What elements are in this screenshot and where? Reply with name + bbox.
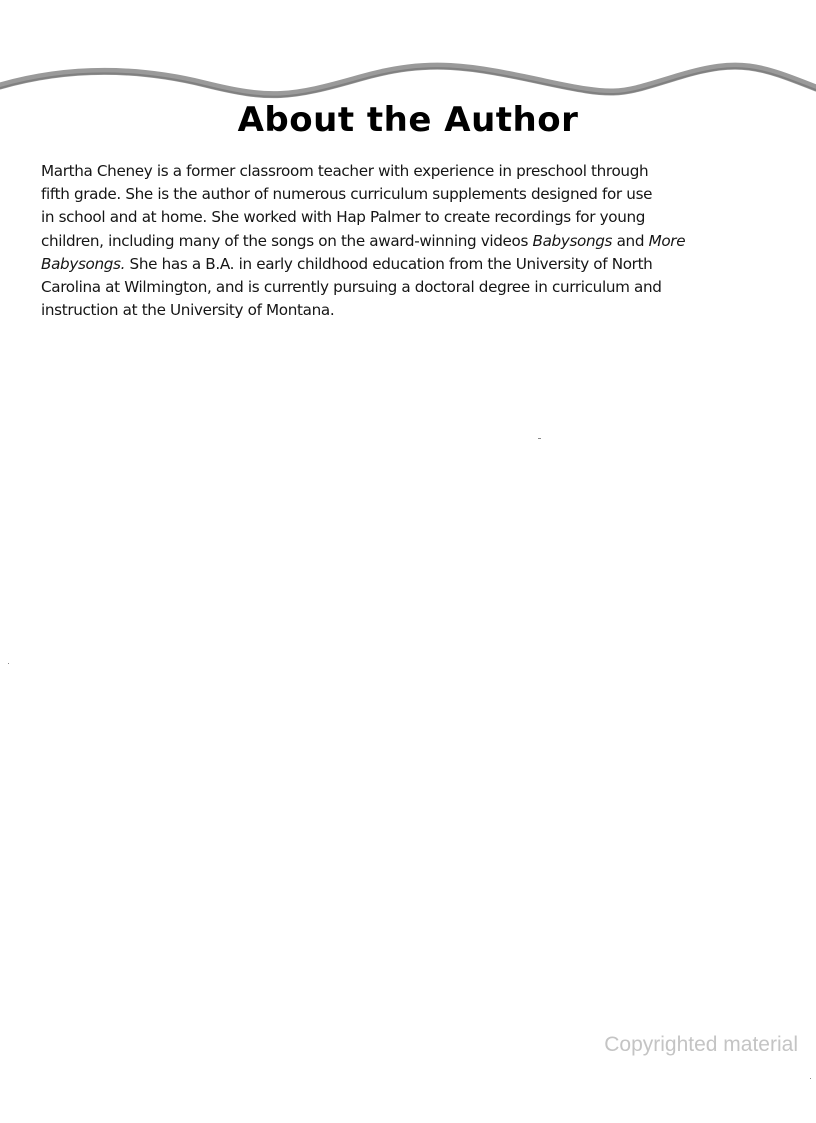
- copyright-watermark: Copyrighted material: [604, 1033, 798, 1056]
- bio-line: Martha Cheney is a former classroom teacher with experience in preschool through: [41, 162, 649, 180]
- bio-text: She has a B.A. in early childhood education from the University of North: [125, 254, 653, 273]
- scan-speck: [810, 1078, 811, 1079]
- bio-line: in school and at home. She worked with Hap Palmer to create recordings for young: [41, 208, 646, 227]
- video-title-more-babysongs-part1: More: [648, 231, 686, 250]
- video-title-more-babysongs-part2: Babysongs.: [41, 254, 126, 273]
- bio-text: and: [612, 231, 649, 250]
- author-bio: [41, 160, 779, 322]
- scan-speck: [538, 438, 541, 439]
- bio-line: [41, 230, 779, 253]
- bio-text: children, including many of the songs on the award-winning videos: [41, 231, 533, 250]
- scan-speck: [8, 663, 9, 664]
- bio-line: [41, 253, 779, 276]
- page-title: About the Author: [237, 100, 579, 140]
- video-title-babysongs: Babysongs: [532, 231, 613, 250]
- bio-line: Carolina at Wilmington, and is currently pursuing a doctoral degree in curriculum and: [41, 278, 662, 297]
- bio-line: fifth grade. She is the author of numerous curriculum supplements designed for use: [41, 185, 653, 204]
- bio-line: instruction at the University of Montana.: [41, 301, 335, 320]
